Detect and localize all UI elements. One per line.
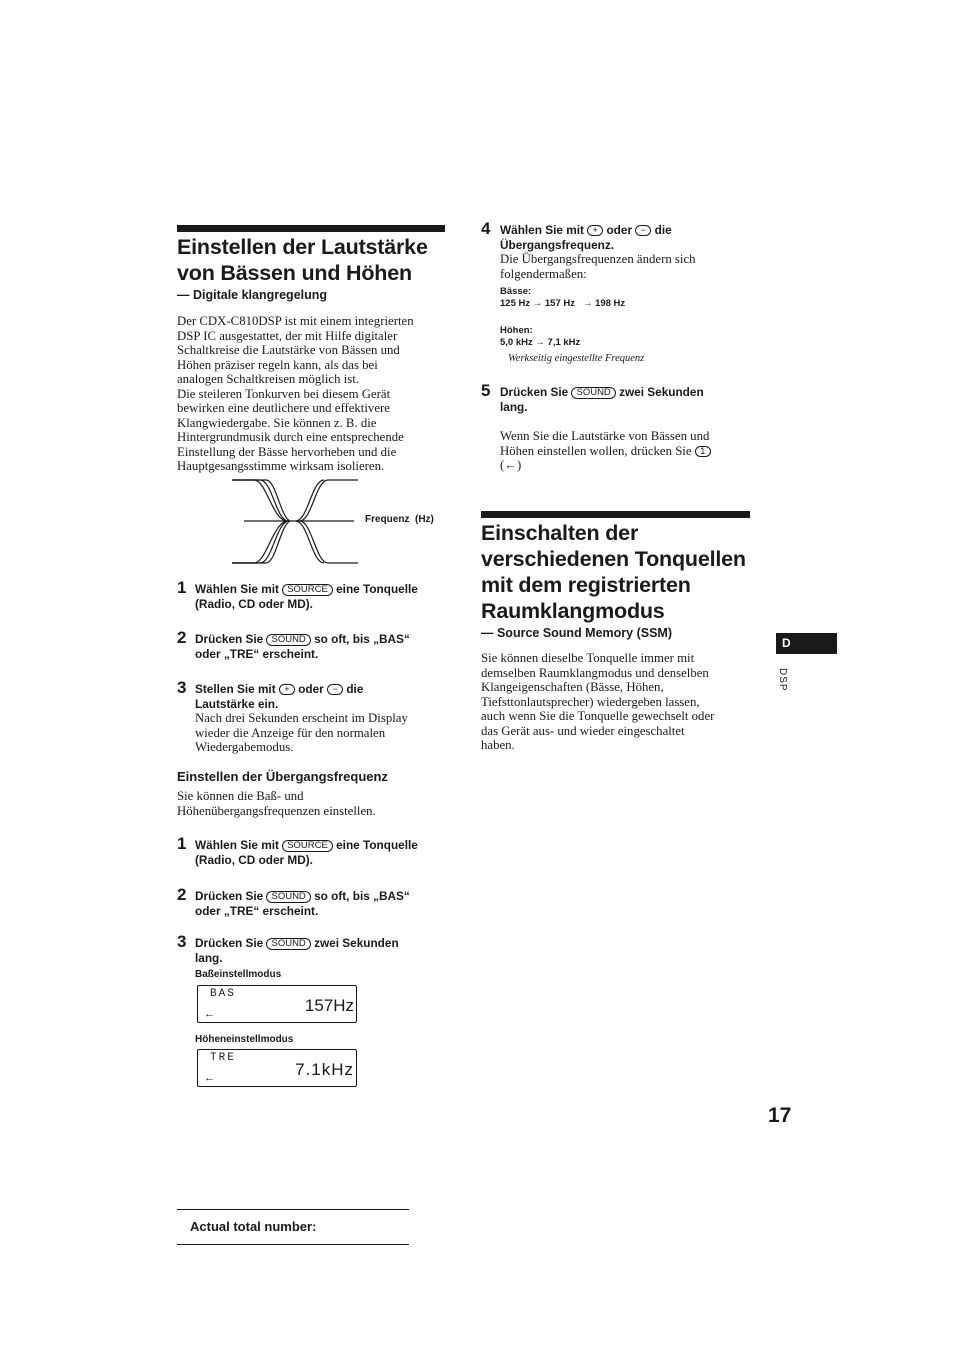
lcd-mode-text: TRE [210,1052,236,1064]
minus-key: − [327,684,343,695]
treble-frequency-list: Höhen: 5,0 kHz → 7,1 kHz [500,325,581,348]
step-text: Wählen Sie mit SOURCE eine Tonquelle (Radio, CD oder MD). [195,582,418,611]
step-number: 5 [481,381,491,400]
step-description: Nach drei Sekunden erscheint im Display wieder die Anzeige für den normalen Wiedergabemodus. [195,711,408,754]
section-subtitle-right: — Source Sound Memory (SSM) [481,626,672,640]
section-rule-left [177,225,445,232]
step-text: Drücken Sie SOUND so oft, bis „BAS“ oder „TRE“ erscheint. [195,889,410,918]
language-tab [776,633,837,654]
step-text: Stellen Sie mit + oder − die Lautstärke ein. [195,682,364,711]
source-key: SOURCE [282,584,333,596]
lcd-value-text: 7.1kHz [295,1060,354,1079]
step-text: Wählen Sie mit SOURCE eine Tonquelle (Radio, CD oder MD). [195,838,418,867]
section-side-label: DSP [777,668,788,692]
step-description: Die Übergangsfrequenzen ändern sich folgendermaßen: [500,252,696,281]
bass-lcd-display [197,985,357,1023]
lcd-mode-text: BAS [210,988,236,1000]
step-text: Drücken Sie SOUND zwei Sekunden lang. [195,936,399,965]
number-key: 1 [695,446,711,457]
page-number: 17 [768,1104,792,1127]
sound-key: SOUND [266,634,310,646]
bass-frequency-list: Bässe: 125 Hz → 157 Hz → 198 Hz [500,286,626,309]
step-number: 2 [177,628,187,647]
diagram-frequency-label: Frequenz (Hz) [365,514,434,525]
step-number: 3 [177,678,187,697]
section-subtitle-left: — Digitale klangregelung [177,288,328,302]
lcd-value-text: 157Hz [304,996,354,1015]
back-arrow-icon: ← [204,1008,215,1020]
plus-key: + [587,225,603,236]
crossover-intro: Sie können die Baß- und Höhenübergangsfrequenzen einstellen. [177,789,376,818]
total-number-box [177,1209,409,1245]
treble-lcd-display [197,1049,357,1087]
intro-paragraph: Der CDX-C810DSP ist mit einem integrierten DSP IC ausgestattet, der mit Hilfe digitaler Schaltkreise die Lautstärke von Bässen und Höhen präziser regeln kann, als das bei analogen Schaltkreisen möglich ist. Die steileren Tonkurven bei diesem Gerät bewirken eine deutlichere und effektivere Klangwiedergabe. Sie können z. B. die Hintergrundmusik durch eine entsprechende Einstellung der Bässe hervorheben und die Hauptgesangsstimme wirksam isolieren. [177,314,414,473]
treble-mode-label: Höheneinstellmodus [195,1034,294,1045]
step-text: Drücken Sie SOUND zwei Sekunden lang. [500,385,704,414]
sound-key: SOUND [571,387,615,399]
total-number-label: Actual total number: [190,1219,317,1234]
sound-key: SOUND [266,938,310,950]
sound-key: SOUND [266,891,310,903]
step-number: 4 [481,219,491,238]
language-tab-letter: D [782,636,791,650]
section-title-left: Einstellen der Lautstärke von Bässen und Höhen [177,235,428,285]
minus-key: − [635,225,651,236]
step-number: 3 [177,932,187,951]
step-text: Drücken Sie SOUND so oft, bis „BAS“ oder „TRE“ erscheint. [195,632,410,661]
tone-curve-diagram [230,476,360,568]
step-description: Wenn Sie die Lautstärke von Bässen und Höhen einstellen wollen, drücken Sie 1 (←) [500,429,710,472]
ssm-paragraph: Sie können dieselbe Tonquelle immer mit demselben Raumklangmodus und denselben Klangeigenschaften (Bässe, Höhen, Tiefsttonlautsprecher) wiedergeben lassen, auch wenn Sie die Tonquelle gewechselt oder das Gerät aus- und wieder eingeschaltet haben. [481,651,715,752]
bass-mode-label: Baßeinstellmodus [195,969,282,980]
step-number: 1 [177,834,187,853]
step-text: Wählen Sie mit + oder − die Übergangsfrequenz. [500,223,672,252]
step-number: 1 [177,578,187,597]
plus-key: + [279,684,295,695]
back-arrow-icon: ← [204,1072,215,1084]
source-key: SOURCE [282,840,333,852]
factory-setting-note: Werkseitig eingestellte Frequenz [508,353,645,364]
section-title-right: Einschalten der verschiedenen Tonquellen mit dem registrierten Raumklangmodus [481,521,746,623]
step-number: 2 [177,885,187,904]
crossover-heading: Einstellen der Übergangsfrequenz [177,769,388,784]
section-rule-right [481,511,750,518]
